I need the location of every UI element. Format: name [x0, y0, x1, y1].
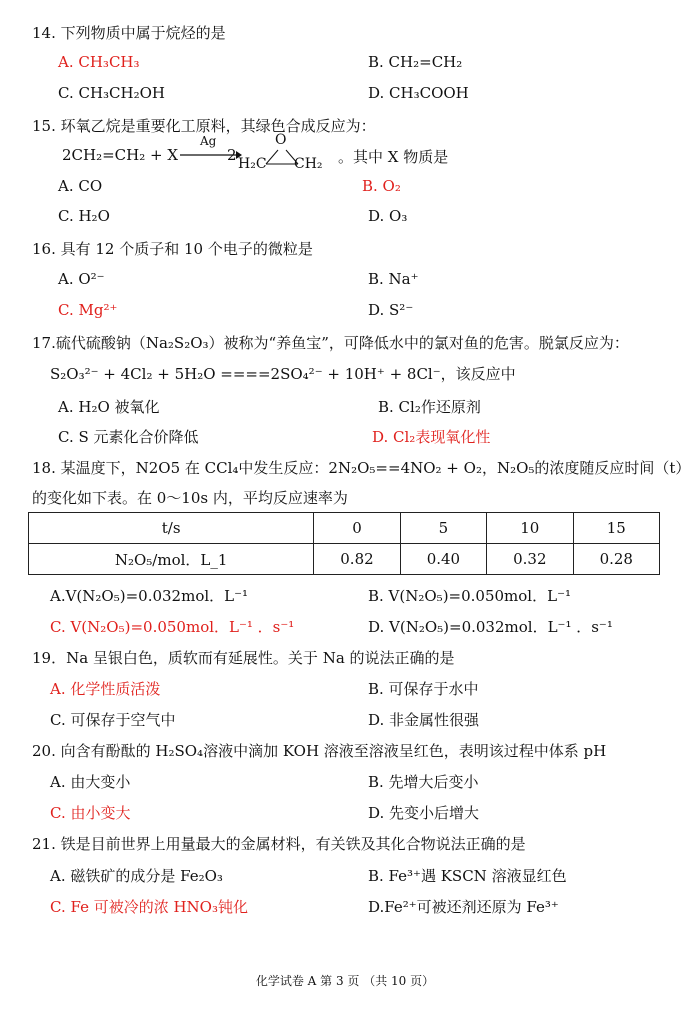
q14-option-a: A. CH₃CH₃: [58, 53, 140, 71]
table-cell: 0: [314, 513, 400, 544]
table-cell: 0.32: [487, 544, 573, 575]
q17-option-d: D. Cl₂表现氧化性: [372, 428, 491, 446]
q16-option-d: D. S²⁻: [368, 301, 414, 319]
q18-option-c: C. V(N₂O₅)=0.050mol．L⁻¹ ．s⁻¹: [50, 618, 295, 636]
table-cell: 15: [573, 513, 659, 544]
q18-stem-line1: 18. 某温度下，N2O5 在 CCl₄中发生反应：2N₂O₅==4NO₂ + O₂，N₂O₅的浓度随反应时间（t）: [32, 459, 690, 477]
ring-oxygen: O: [275, 132, 287, 148]
table-row: [29, 544, 660, 575]
q20-option-b: B. 先增大后变小: [368, 773, 479, 791]
reaction-rate-table: [28, 512, 660, 575]
q14-stem: 14. 下列物质中属于烷烃的是: [32, 24, 226, 42]
q15-option-c: C. H₂O: [58, 207, 110, 225]
q16-option-c: C. Mg²⁺: [58, 301, 118, 319]
q17-stem: 17.硫代硫酸钠（Na₂S₂O₃）被称为“养鱼宝”，可降低水中的氯对鱼的危害。脱氯反应为：: [32, 334, 629, 352]
table-cell: N₂O₅/mol．L_1: [29, 544, 314, 575]
ring-left-group: H₂C: [238, 156, 267, 172]
q17-equation: S₂O₃²⁻ + 4Cl₂ + 5H₂O ====2SO₄²⁻ + 10H⁺ + 8Cl⁻，该反应中: [50, 365, 516, 383]
q17-option-b: B. Cl₂作还原剂: [378, 398, 481, 416]
q14-option-d: D. CH₃COOH: [368, 84, 469, 102]
q15-option-a: A. CO: [58, 177, 103, 195]
q21-option-d: D.Fe²⁺可被还剂还原为 Fe³⁺: [368, 898, 559, 916]
q18-option-d: D. V(N₂O₅)=0.032mol．L⁻¹ ．s⁻¹: [368, 618, 613, 636]
table-header-row: [29, 513, 660, 544]
table-cell: t/s: [29, 513, 314, 544]
q15-eq-tail: 。其中 X 物质是: [338, 148, 449, 166]
q16-option-b: B. Na⁺: [368, 270, 419, 288]
q15-equation: [62, 132, 492, 176]
q15-option-d: D. O₃: [368, 207, 408, 225]
q19-stem: 19．Na 呈银白色，质软而有延展性。关于 Na 的说法正确的是: [32, 649, 455, 667]
q21-option-b: B. Fe³⁺遇 KSCN 溶液显红色: [368, 867, 567, 885]
q19-option-d: D. 非金属性很强: [368, 711, 480, 729]
q15-option-b: B. O₂: [362, 177, 401, 195]
q19-option-a: A. 化学性质活泼: [50, 680, 161, 698]
table-cell: 0.40: [400, 544, 486, 575]
ring-right-group: CH₂: [294, 156, 323, 172]
q15-coefficient: 2: [227, 146, 237, 164]
q20-option-a: A. 由大变小: [50, 773, 131, 791]
q21-option-a: A. 磁铁矿的成分是 Fe₂O₃: [50, 867, 223, 885]
q20-stem: 20. 向含有酚酞的 H₂SO₄溶液中滴加 KOH 溶液至溶液呈红色，表明该过程中体系 pH: [32, 742, 607, 760]
q21-stem: 21. 铁是目前世界上用量最大的金属材料，有关铁及其化合物说法正确的是: [32, 835, 526, 853]
q20-option-d: D. 先变小后增大: [368, 804, 480, 822]
table-cell: 5: [400, 513, 486, 544]
q18-stem-line2: 的变化如下表。在 0～10s 内，平均反应速率为: [32, 489, 348, 507]
q15-stem: 15. 环氧乙烷是重要化工原料，其绿色合成反应为：: [32, 117, 376, 135]
q17-option-c: C. S 元素化合价降低: [58, 428, 199, 446]
page-footer: 化学试卷 A 第 3 页 （共 10 页）: [255, 974, 435, 988]
q15-catalyst: Ag: [200, 134, 217, 148]
q16-stem: 16. 具有 12 个质子和 10 个电子的微粒是: [32, 240, 313, 258]
table-cell: 0.28: [573, 544, 659, 575]
table-cell: 10: [487, 513, 573, 544]
q19-option-b: B. 可保存于水中: [368, 680, 479, 698]
q18-option-b: B. V(N₂O₅)=0.050mol．L⁻¹: [368, 587, 571, 605]
q21-option-c: C. Fe 可被冷的浓 HNO₃钝化: [50, 898, 248, 916]
table-cell: 0.82: [314, 544, 400, 575]
q14-option-c: C. CH₃CH₂OH: [58, 84, 165, 102]
q19-option-c: C. 可保存于空气中: [50, 711, 176, 729]
q18-option-a: A.V(N₂O₅)=0.032mol．L⁻¹: [50, 587, 249, 605]
q15-eq-left: 2CH₂=CH₂ + X: [62, 146, 179, 164]
q20-option-c: C. 由小变大: [50, 804, 131, 822]
q16-option-a: A. O²⁻: [58, 270, 105, 288]
q14-option-b: B. CH₂=CH₂: [368, 53, 463, 71]
q17-option-a: A. H₂O 被氧化: [58, 398, 160, 416]
